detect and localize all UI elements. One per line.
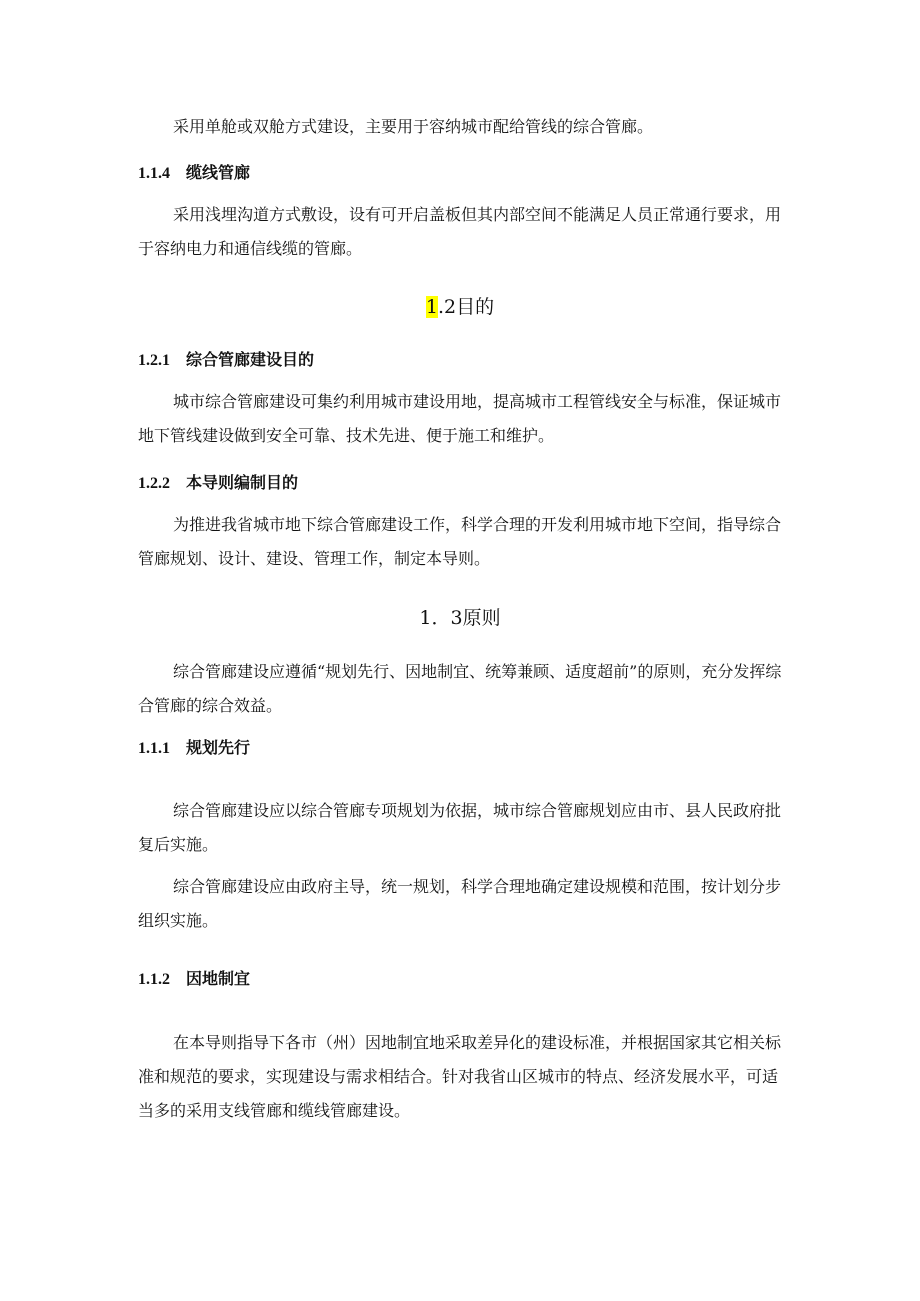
paragraph-1-1-1-a: 综合管廊建设应以综合管廊专项规划为依据，城市综合管廊规划应由市、县人民政府批复后实施。 <box>138 801 782 854</box>
heading-1-2-2 <box>138 470 298 497</box>
heading-title: 缆线管廊 <box>186 163 251 182</box>
heading-title: 本导则编制目的 <box>186 473 299 492</box>
heading-1-1-2 <box>138 966 250 993</box>
highlighted-number: 1 <box>425 296 438 318</box>
heading-1-1-4 <box>138 160 250 187</box>
heading-number: 1.1.1 <box>138 740 170 757</box>
heading-number: 1.2.1 <box>138 352 170 369</box>
heading-number: 1.2.2 <box>138 475 170 492</box>
heading-title: 综合管廊建设目的 <box>186 350 315 369</box>
heading-title: 因地制宜 <box>186 969 251 988</box>
heading-title: 规划先行 <box>186 738 251 757</box>
paragraph-1-3: 综合管廊建设应遵循“规划先行、因地制宜、统筹兼顾、适度超前”的原则，充分发挥综合管廊的综合效益。 <box>138 662 782 715</box>
section-heading-rest: .2目的 <box>437 296 495 318</box>
paragraph-intro: 采用单舱或双舱方式建设，主要用于容纳城市配给管线的综合管廊。 <box>173 117 654 136</box>
paragraph-1-1-1-b: 综合管廊建设应由政府主导，统一规划，科学合理地确定建设规模和范围，按计划分步组织实施。 <box>138 877 782 930</box>
paragraph-1-1-2: 在本导则指导下各市（州）因地制宜地采取差异化的建设标准，并根据国家其它相关标准和规范的要求，实现建设与需求相结合。针对我省山区城市的特点、经济发展水平，可适当多的采用支线管廊和缆线管廊建设。 <box>138 1033 782 1120</box>
paragraph-1-2-2: 为推进我省城市地下综合管廊建设工作，科学合理的开发利用城市地下空间，指导综合管廊规划、设计、建设、管理工作，制定本导则。 <box>138 515 782 568</box>
section-heading-1-2 <box>0 292 920 322</box>
heading-number: 1.1.4 <box>138 165 170 182</box>
paragraph-1-2-1: 城市综合管廊建设可集约利用城市建设用地，提高城市工程管线安全与标准，保证城市地下管线建设做到安全可靠、技术先进、便于施工和维护。 <box>138 392 782 445</box>
section-heading-1-3: 1．3原则 <box>419 607 501 629</box>
heading-1-1-1 <box>138 735 250 762</box>
heading-1-2-1 <box>138 347 314 374</box>
paragraph-1-1-4: 采用浅埋沟道方式敷设，设有可开启盖板但其内部空间不能满足人员正常通行要求，用于容纳电力和通信线缆的管廊。 <box>138 205 782 258</box>
heading-number: 1.1.2 <box>138 971 170 988</box>
